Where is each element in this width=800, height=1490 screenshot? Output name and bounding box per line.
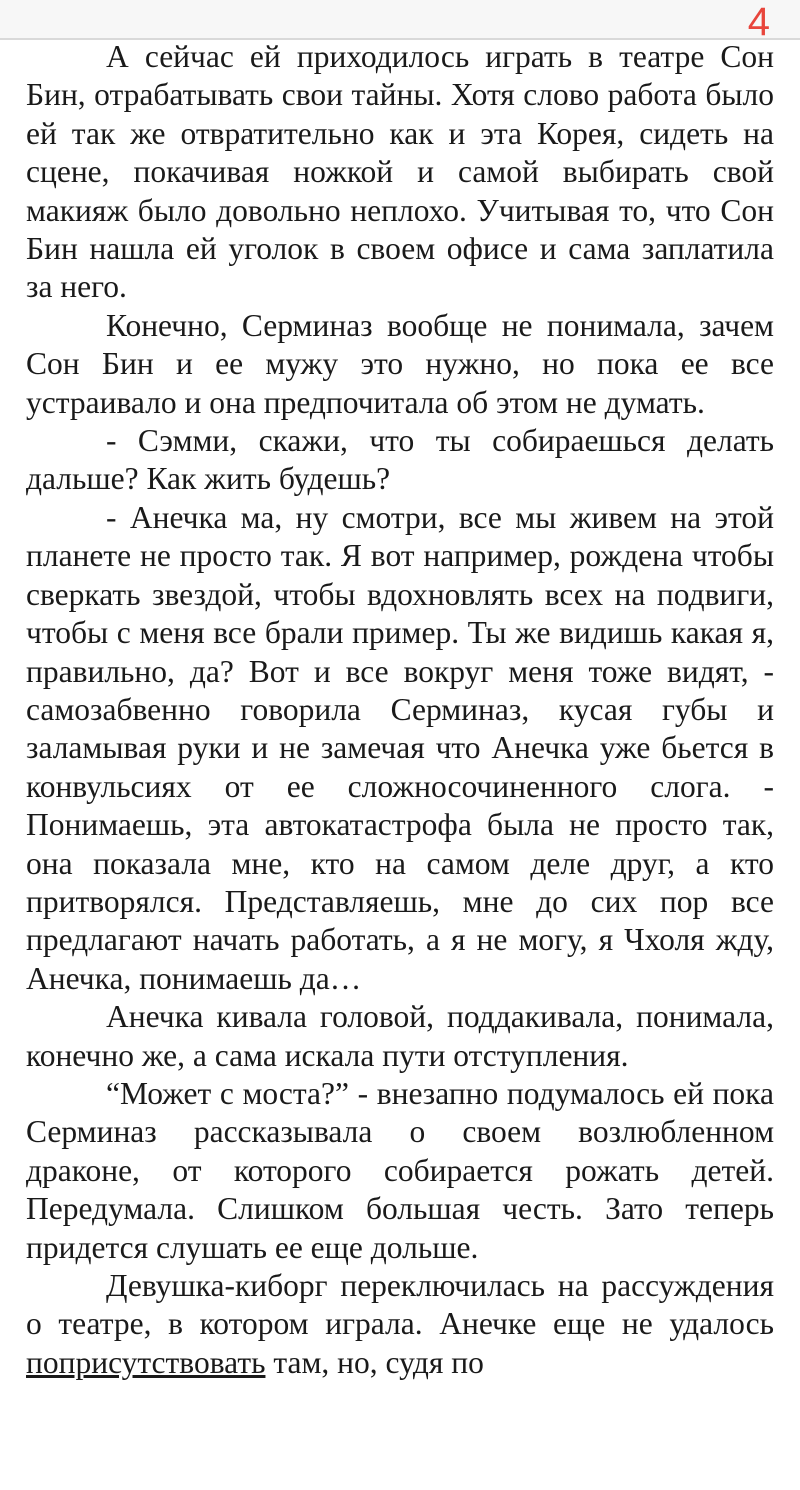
paragraph-7-text-end: там, но, судя по (265, 1344, 484, 1380)
paragraph-4: - Анечка ма, ну смотри, все мы живем на этой планете не просто так. Я вот например, рождена чтобы сверкать звездой, чтобы вдохновлять всех на подвиги, чтобы с меня все брали пример. Ты же видишь какая я, правильно, да? Вот и все вокруг меня тоже видят, - самозабвенно говорила Серминаз, кусая губы и заламывая руки и не замечая что Анечка уже бьется в конвульсиях от ее сложносочиненного слога. - Понимаешь, эта автокатастрофа была не просто так, она показала мне, кто на самом деле друг, а кто притворялся. Представляешь, мне до сих пор все предлагают начать работать, а я не могу, я Чхоля жду, Анечка, понимаешь да… (26, 499, 774, 996)
paragraph-2: Конечно, Серминаз вообще не понимала, зачем Сон Бин и ее мужу это нужно, но пока ее все устраивало и она предпочитала об этом не думать. (26, 307, 774, 420)
reader-top-bar (0, 0, 800, 40)
document-page (26, 38, 774, 1490)
paragraph-7 (26, 1267, 774, 1382)
paragraph-7-text-start: Девушка-киборг переключилась на рассуждения о театре, в котором играла. Анечке еще не удалось (26, 1268, 774, 1342)
paragraph-5: Анечка кивала головой, поддакивала, понимала, конечно же, а сама искала пути отступления. (26, 999, 774, 1073)
paragraph-1: А сейчас ей приходилось играть в театре Сон Бин, отрабатывать свои тайны. Хотя слово работа было ей так же отвратительно как и эта Корея, сидеть на сцене, покачивая ножкой и самой выбирать свой макияж было довольно неплохо. Учитывая то, что Сон Бин нашла ей уголок в своем офисе и сама заплатила за него. (26, 39, 774, 305)
paragraph-6: “Может с моста?” - внезапно подумалось ей пока Серминаз рассказывала о своем возлюбленном драконе, от которого собирается рожать детей. Передумала. Слишком большая честь. Зато теперь придется слушать ее еще дольше. (26, 1075, 774, 1265)
paragraph-3: - Сэмми, скажи, что ты собираешься делать дальше? Как жить будешь? (26, 423, 774, 497)
page-number: 4 (747, 0, 770, 44)
underlined-word: поприсутствовать (26, 1344, 266, 1380)
